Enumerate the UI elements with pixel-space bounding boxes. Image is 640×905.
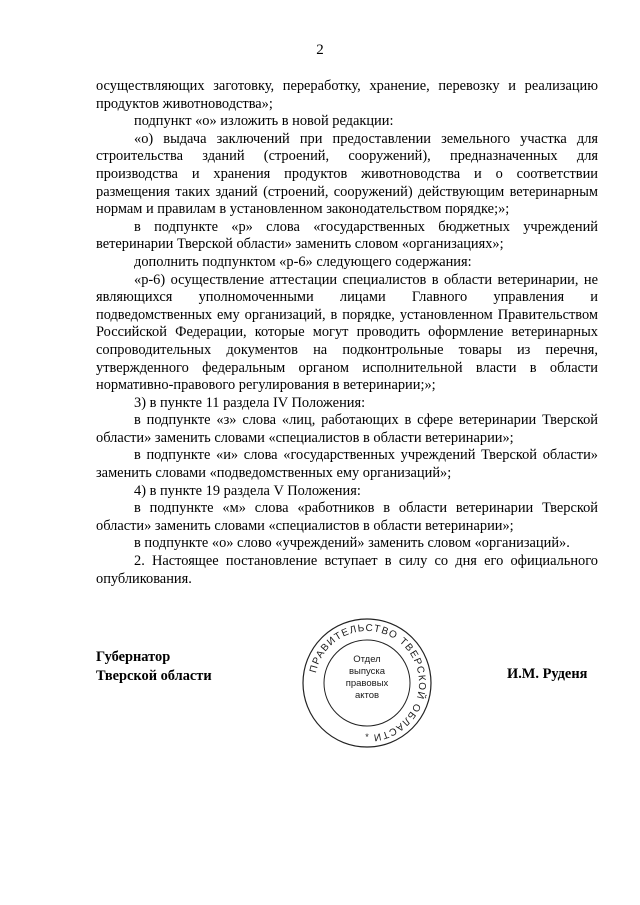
page-number: 2 bbox=[316, 42, 324, 58]
stamp-star: * bbox=[365, 732, 369, 742]
paragraph: в подпункте «о» слово «учреждений» заменить словом «организаций». bbox=[134, 535, 570, 552]
paragraph: в подпункте «р» слова «государственных бюджетных учреждений ветеринарии Тверской области» заменить словом «организациях»; bbox=[96, 218, 598, 253]
stamp-center-line: правовых bbox=[345, 678, 389, 689]
signatory-name: И.М. Руденя bbox=[507, 666, 588, 682]
stamp-ring-text: ПРАВИТЕЛЬСТВО ТВЕРСКОЙ ОБЛАСТИ bbox=[308, 622, 428, 743]
paragraph: осуществляющих заготовку, переработку, хранение, перевозку и реализацию продуктов животноводства»; bbox=[96, 78, 598, 112]
paragraph: «р-6) осуществление аттестации специалистов в области ветеринарии, не являющихся уполномоченными лицами Главного управления и подведомственных ему организаций, в порядке, установленном Правительством Российской Федерации, которые могут проводить оформление ветеринарных сопроводительных документов на подконтрольные товары из перечня, утвержденного федеральным органом исполнительной власти в области нормативно-правового регулирования в ветеринарии;»; bbox=[96, 271, 598, 394]
paragraph: в подпункте «м» слова «работников в области ветеринарии Тверской области» заменить словами «специалистов в области ветеринарии»; bbox=[96, 500, 598, 534]
paragraph: в подпункте «и» слова «государственных учреждений Тверской области» заменить словами «подведомственных ему организаций»; bbox=[96, 447, 598, 482]
paragraph: дополнить подпунктом «р-6» следующего содержания: bbox=[134, 253, 472, 270]
paragraph: 3) в пункте 11 раздела IV Положения: bbox=[134, 394, 366, 411]
stamp-center-line: Отдел bbox=[353, 654, 381, 665]
paragraph: 2. Настоящее постановление вступает в силу со дня его официального опубликования. bbox=[96, 553, 598, 587]
official-stamp bbox=[300, 616, 434, 750]
stamp-center-line: выпуска bbox=[348, 666, 386, 677]
signatory-title-line: Губернатор bbox=[96, 649, 171, 665]
paragraph: в подпункте «з» слова «лиц, работающих в сфере ветеринарии Тверской области» заменить словами «специалистов в области ветеринарии»; bbox=[96, 412, 598, 446]
paragraph: «о) выдача заключений при предоставлении земельного участка для строительства зданий (строений, сооружений), предназначенных для производства и хранения продуктов животноводства и о соответствии размещения таких зданий (строений, сооружений) действующим ветеринарным нормам и правилам в установленном законодательством порядке;»; bbox=[96, 130, 598, 218]
paragraph: подпункт «о» изложить в новой редакции: bbox=[134, 113, 394, 130]
stamp-center-text bbox=[300, 654, 434, 702]
signatory-title-line: Тверской области bbox=[96, 668, 212, 684]
stamp-center-line: актов bbox=[354, 690, 380, 701]
document-body bbox=[96, 78, 598, 588]
paragraph: 4) в пункте 19 раздела V Положения: bbox=[134, 482, 361, 499]
signatory-title bbox=[96, 648, 212, 686]
